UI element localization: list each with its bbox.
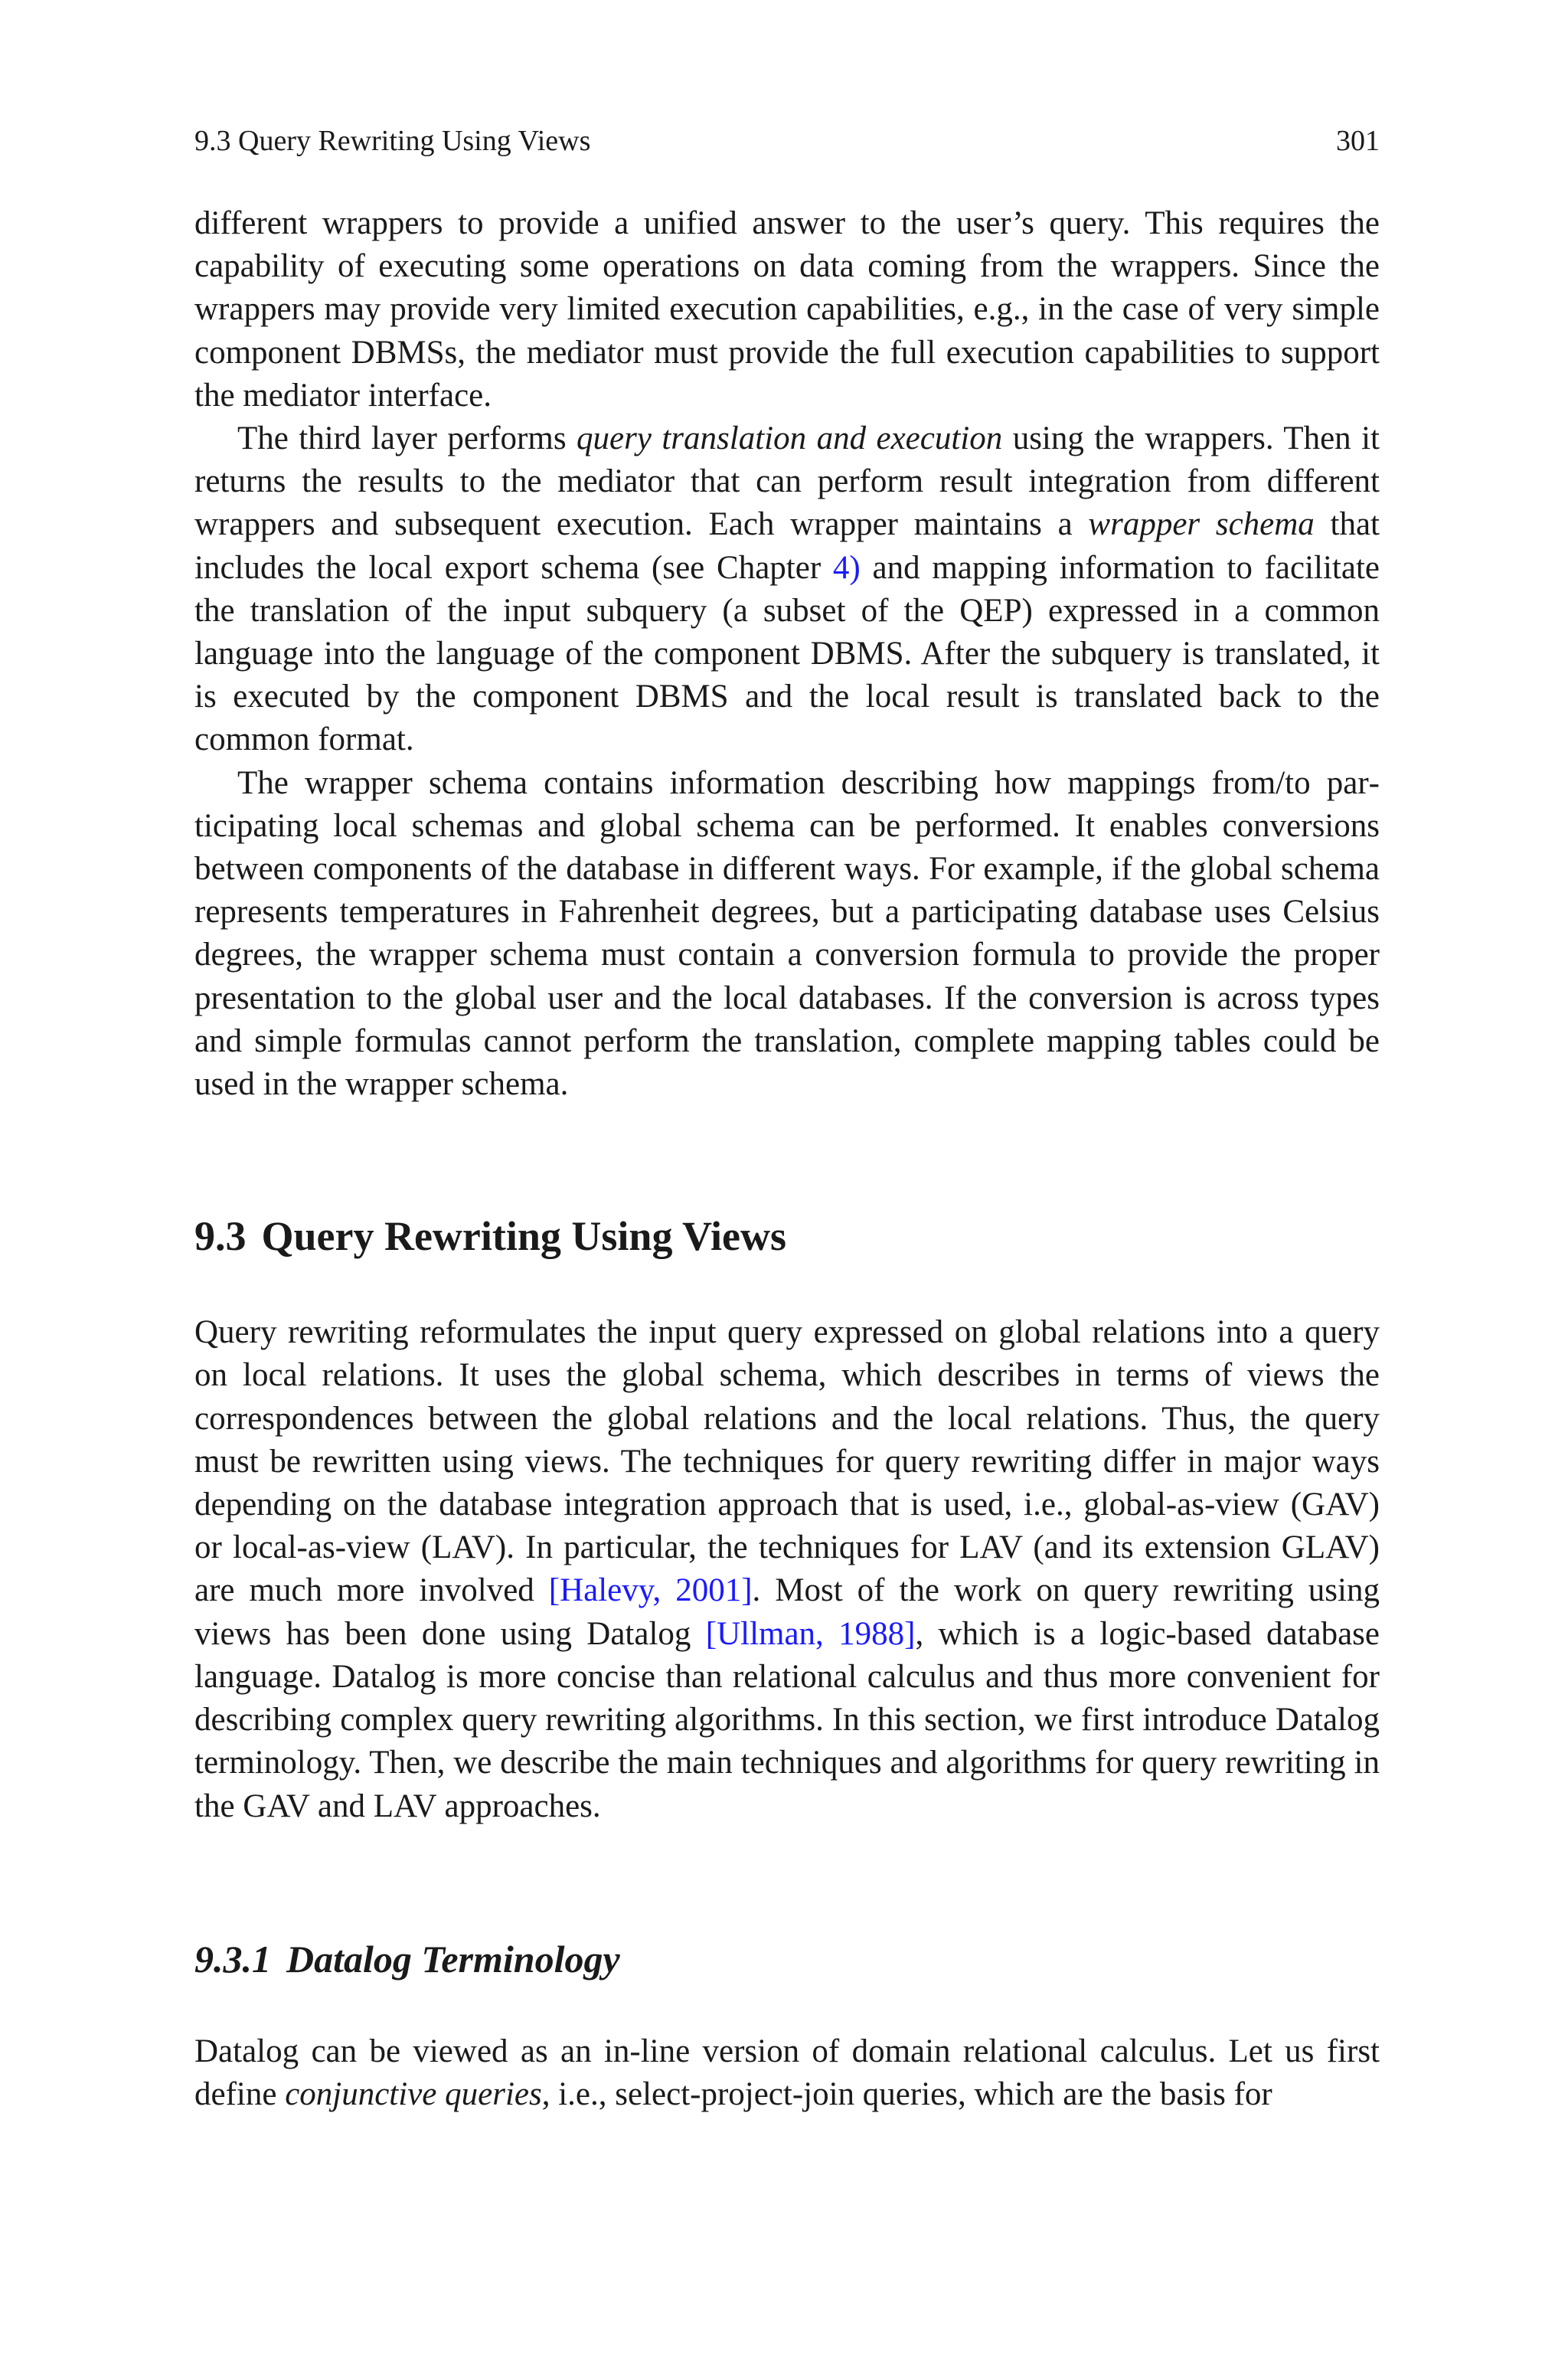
- running-head: [194, 123, 1380, 159]
- paragraph-datalog: [194, 2030, 1380, 2116]
- text-run: Datalog can be viewed as an in-line version of domain relational calculus. Let us first define: [194, 2033, 1380, 2112]
- text-run: using the wrappers. Then it returns the results to the mediator that can perform result integration from different wrappers and subsequent execution. Each wrapper maintains a: [194, 420, 1380, 543]
- text-run: . Most of the work on query rewriting using views has been done using Datalog: [194, 1572, 1380, 1652]
- emphasis-query-translation: query translation and execution: [577, 420, 1003, 457]
- text-run: , i.e., select-project-join queries, which are the basis for: [541, 2075, 1272, 2112]
- paragraph-wrapper-schema: The wrapper schema contains information describing how mappings from/to participating local schemas and global schema can be performed. It enables conversions between components of the database in different ways. For example, if the global schema represents temperatures in Fahrenheit degrees, but a participating database uses Celsius degrees, the wrapper schema must contain a conversion formula to provide the proper presentation to the global user and the local databases. If the conversion is across types and simple formulas cannot perform the translation, complete mapping tables could be used in the wrapper schema.: [194, 764, 1380, 1103]
- page-number: 301: [1336, 125, 1380, 157]
- paragraph-query-rewriting: [194, 1311, 1380, 1827]
- section-title: Query Rewriting Using Views: [261, 1213, 786, 1260]
- page: [194, 123, 1380, 2116]
- text-run: and mapping information to facilitate the translation of the input subquery (a subset of the QEP) expressed in a common language into the language of the component DBMS. After the subquery is translated, it is executed by the component DBMS and the local result is translated back to the common format.: [194, 549, 1380, 758]
- chapter-4-link[interactable]: 4): [832, 549, 861, 586]
- text-run: , which is a logic-based database language. Datalog is more concise than relational calculus and thus more convenient for describing complex query rewriting algorithms. In this section, we first introduce Datalog terminology. Then, we describe the main techniques and algorithms for query rewriting in the GAV and LAV approaches.: [194, 1615, 1380, 1824]
- emphasis-wrapper-schema: wrapper schema: [1088, 506, 1315, 543]
- paragraph-continuation: different wrappers to provide a unified answer to the user’s query. This requires the capability of executing some operations on data coming from the wrappers. Since the wrappers may provide very limited execution capabilities, e.g., in the case of very simple component DBMSs, the mediator must provide the full execution capabilities to support the mediator interface.: [194, 205, 1380, 414]
- citation-ullman-1988[interactable]: [Ullman, 1988]: [705, 1615, 916, 1652]
- text-run: Query rewriting reformulates the input query expressed on global relations into a query on local relations. It uses the global schema, which describes in terms of views the correspondences between the global relations and the local relations. Thus, the query must be rewritten using views. The techniques for query rewriting differ in major ways depending on the database integration approach that is used, i.e., global-as-view (GAV) or local-as-view (LAV). In particular, the techniques for LAV (and its extension GLAV) are much more involved: [194, 1314, 1380, 1609]
- section-number: 9.3: [194, 1213, 247, 1260]
- emphasis-conjunctive-queries: conjunctive queries: [285, 2075, 542, 2112]
- text-run: The third layer performs: [237, 420, 577, 457]
- subsection-heading: [194, 1935, 1380, 1983]
- paragraph-third-layer: [194, 417, 1380, 762]
- subsection-title: Datalog Terminology: [286, 1937, 620, 1981]
- running-head-section: 9.3 Query Rewriting Using Views: [194, 125, 591, 157]
- subsection-number: 9.3.1: [194, 1937, 271, 1981]
- section-heading: [194, 1212, 1380, 1261]
- citation-halevy-2001[interactable]: [Halevy, 2001]: [548, 1572, 753, 1609]
- text-run: that includes the local export schema (see Chapter: [194, 506, 1380, 586]
